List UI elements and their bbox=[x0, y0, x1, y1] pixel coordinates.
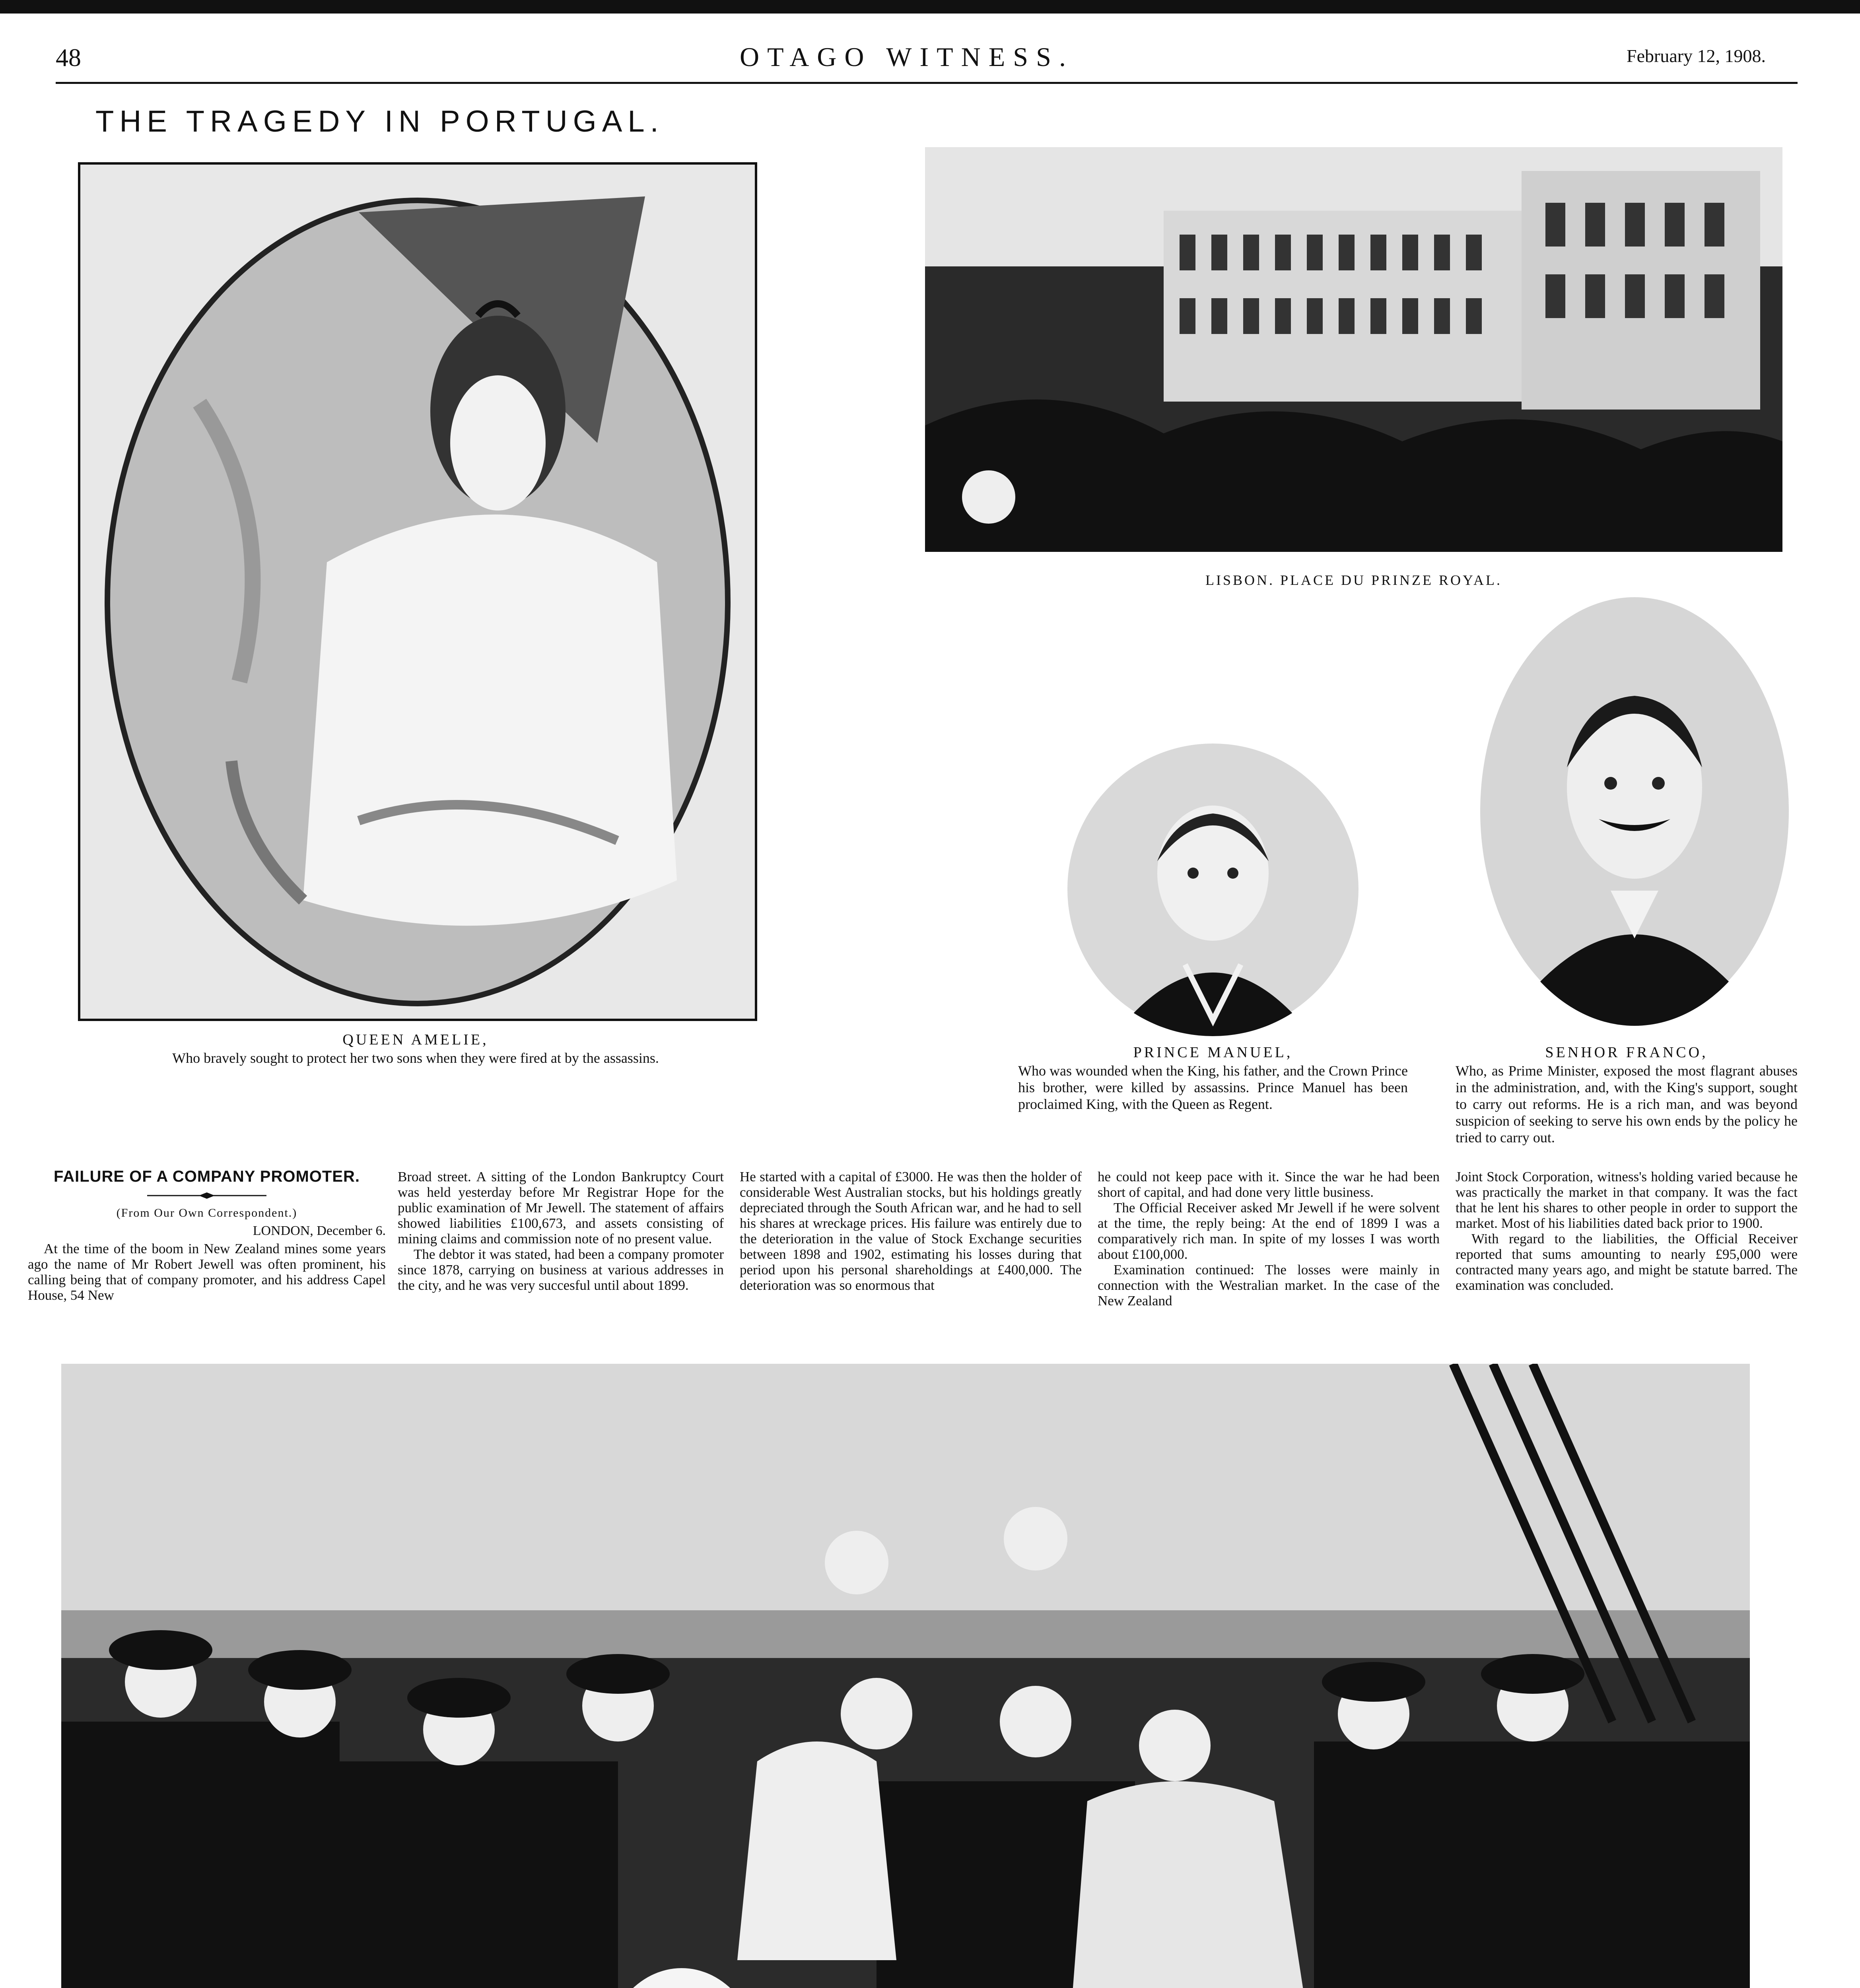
publication-title: OTAGO WITNESS. bbox=[740, 42, 1074, 72]
queen-amelie-description: Who bravely sought to protect her two sons when they were fired at by the assassins. bbox=[172, 1050, 659, 1066]
ornament-divider-icon bbox=[147, 1192, 266, 1200]
article-paragraph: he could not keep pace with it. Since the war he had been short of capital, and had done very little business. bbox=[1098, 1169, 1440, 1200]
article-paragraph: The debtor it was stated, had been a company promoter since 1878, carrying on business at various addresses in the city, and he was very succesful until about 1899. bbox=[398, 1246, 724, 1293]
queen-amelie-name: QUEEN AMELIE, bbox=[342, 1031, 489, 1048]
article-paragraph: Broad street. A sitting of the London Bankruptcy Court was held yesterday before Mr Registrar Hope for the public examination of Mr Jewell. The statement of affairs showed liabilities £100,673, and assets consisting of mining claims and commission note of no present value. bbox=[398, 1169, 724, 1246]
article-column-5 bbox=[1456, 1169, 1798, 1293]
lisbon-photo bbox=[925, 147, 1782, 552]
queen-amelie-caption bbox=[56, 1031, 775, 1066]
page-number: 48 bbox=[56, 43, 81, 72]
prince-manuel-name: PRINCE MANUEL, bbox=[1133, 1044, 1293, 1061]
senhor-franco-name: SENHOR FRANCO, bbox=[1545, 1044, 1708, 1061]
article-paragraph: At the time of the boom in New Zealand mines some years ago the name of Mr Robert Jewell was often prominent, his calling being that of company promoter, and his address Capel House, 54 New bbox=[28, 1241, 386, 1303]
article-paragraph: The Official Receiver asked Mr Jewell if he were solvent at the time, the reply being: At the end of 1899 I was a comparatively rich man. In spite of my losses I was worth about £100,000. bbox=[1098, 1200, 1440, 1262]
prince-manuel-description: Who was wounded when the King, his father, and the Crown Prince his brother, were killed by assassins. Prince Manuel has been proclaimed King, with the Queen as Regent. bbox=[1018, 1063, 1408, 1112]
article-column-2 bbox=[398, 1169, 724, 1293]
prince-manuel-photo bbox=[1066, 742, 1360, 1036]
lisbon-caption: LISBON. PLACE DU PRINZE ROYAL. bbox=[1205, 572, 1502, 588]
article-column-3 bbox=[740, 1169, 1082, 1293]
article-title: FAILURE OF A COMPANY PROMOTER. bbox=[53, 1168, 360, 1185]
issue-date: February 12, 1908. bbox=[1627, 46, 1766, 66]
section-title: THE TRAGEDY IN PORTUGAL. bbox=[95, 105, 664, 138]
group-photo bbox=[61, 1364, 1750, 1988]
prince-manuel-caption bbox=[1018, 1044, 1408, 1112]
article-paragraph: He started with a capital of £3000. He was then the holder of considerable West Australian stocks, but his holdings greatly depreciated through the South African war, and he had to sell his shares at wreckage prices. His failure was entirely due to the deterioration in the value of Stock Exchange securities between 1898 and 1902, estimating his losses during that period upon his personal shareholdings at £400,000. The deterioration was so enormous that bbox=[740, 1169, 1082, 1293]
article-column-1 bbox=[28, 1169, 386, 1303]
senhor-franco-description: Who, as Prime Minister, exposed the most flagrant abuses in the administration, and, with the King's support, sought to carry out reforms. He is a rich man, and was beyond suspicion of seeking to serve his own ends by the policy he tried to carry out. bbox=[1456, 1063, 1798, 1145]
article-paragraph: Joint Stock Corporation, witness's holding varied because he was practically the market in that company. It was the fact that he lent his shares to other people in order to support the market. Most of his liabilities dated back prior to 1900. bbox=[1456, 1169, 1798, 1231]
queen-amelie-photo bbox=[78, 162, 757, 1021]
senhor-franco-photo bbox=[1479, 596, 1790, 1026]
article-paragraph: With regard to the liabilities, the Official Receiver reported that sums amounting to nearly £95,000 were contracted many years ago, and might be statute barred. The examination was concluded. bbox=[1456, 1231, 1798, 1293]
header-rule bbox=[56, 82, 1798, 84]
article-column-4 bbox=[1098, 1169, 1440, 1309]
article-byline: (From Our Own Correspondent.) bbox=[116, 1206, 297, 1219]
top-border bbox=[0, 0, 1860, 14]
article-paragraph: Examination continued: The losses were mainly in connection with the Westralian market. In the case of the New Zealand bbox=[1098, 1262, 1440, 1309]
senhor-franco-caption bbox=[1456, 1044, 1798, 1146]
article-dateline: LONDON, December 6. bbox=[253, 1223, 386, 1238]
